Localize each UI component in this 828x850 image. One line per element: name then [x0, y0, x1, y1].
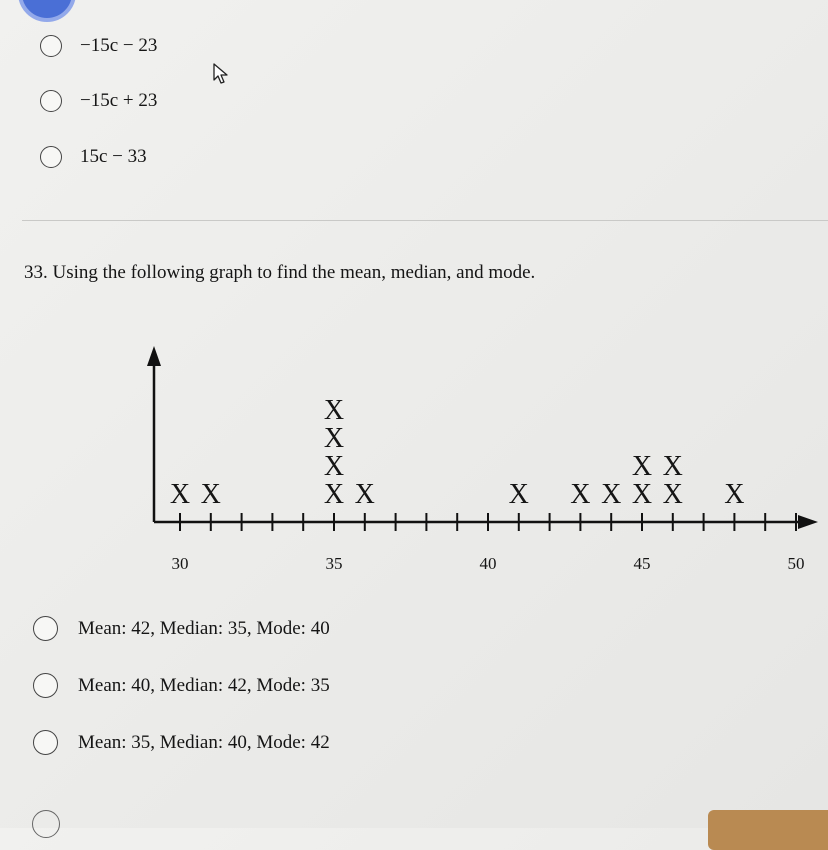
answer-option-1[interactable] [33, 616, 330, 641]
option-label: 15c − 33 [80, 146, 147, 167]
data-point-x: X [323, 479, 345, 510]
option-label: −15c + 23 [80, 90, 158, 111]
data-point-x: X [200, 479, 221, 510]
vertical-axis-arrow [147, 346, 161, 366]
data-point-x: X [631, 451, 653, 482]
option-label: −15c − 23 [80, 35, 158, 56]
data-point-x: X [601, 479, 622, 510]
horizontal-axis-arrow [798, 515, 818, 529]
next-button[interactable] [708, 810, 828, 850]
data-point-x: X [323, 451, 345, 482]
data-point-x: X [724, 479, 745, 510]
answer-option-3[interactable] [33, 730, 330, 755]
data-point-x: X [169, 479, 191, 510]
answer-label: Mean: 42, Median: 35, Mode: 40 [78, 617, 330, 639]
radio-button[interactable] [33, 616, 58, 641]
tick-label: 30 [171, 554, 189, 573]
data-point-x: X [662, 479, 683, 510]
data-point-x: X [508, 479, 529, 510]
question-prompt: Using the following graph to find the mean, median, and mode. [52, 262, 536, 283]
next-question-radio[interactable] [32, 810, 60, 838]
tick-label: 35 [325, 554, 343, 573]
tick-label: 50 [787, 554, 805, 573]
answer-option-2[interactable] [33, 673, 330, 698]
data-point-x: X [570, 479, 591, 510]
question-number: 33. [24, 262, 48, 283]
data-point-x: X [323, 395, 345, 426]
answer-label: Mean: 35, Median: 40, Mode: 42 [78, 731, 330, 753]
data-point-x: X [631, 479, 653, 510]
radio-button[interactable] [33, 673, 58, 698]
data-point-x: X [354, 479, 375, 510]
tick-label: 45 [633, 554, 651, 573]
tick-label: 40 [479, 554, 497, 573]
radio-button[interactable] [33, 730, 58, 755]
answer-label: Mean: 40, Median: 42, Mode: 35 [78, 674, 330, 696]
data-point-x: X [323, 423, 345, 454]
data-point-x: X [662, 451, 683, 482]
